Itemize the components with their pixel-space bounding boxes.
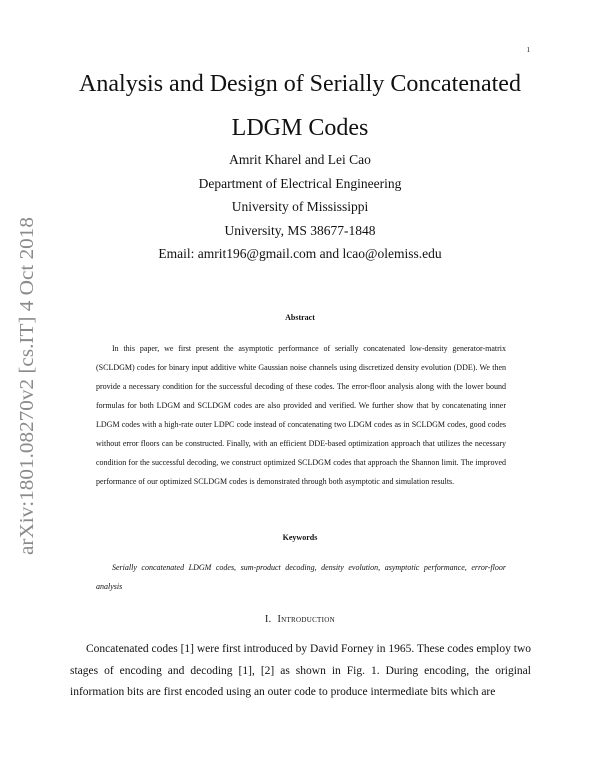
title-line-1: Analysis and Design of Serially Concatenated (79, 71, 521, 97)
author-university: University of Mississippi (231, 199, 369, 214)
title-line-2: LDGM Codes (231, 115, 369, 141)
author-names: Amrit Kharel and Lei Cao (229, 152, 371, 167)
author-block (60, 148, 540, 266)
introduction-text: Concatenated codes [1] were first introduced by David Forney in 1965. These codes employ two stages of encoding and decoding [1], [2] as shown in Fig. 1. During encoding, the original information bits are first encoded using an outer code to produce intermediate bits which are (70, 643, 531, 698)
arxiv-stamp (9, 215, 41, 555)
section-number: I. (265, 614, 272, 625)
keywords-text: Serially concatenated LDGM codes, sum-product decoding, density evolution, asymptotic performance, error-floor analysis (96, 563, 506, 591)
abstract-text: In this paper, we first present the asymptotic performance of serially concatenated low-density generator-matrix (SCLDGM) codes for binary input additive white Gaussian noise channels using discretized density evolution (DDE). We then provide a necessary condition for the successful decoding of these codes. The error-floor analysis along with the lower bound formulas for both LDGM and SCLDGM codes are also provided and verified. We further show that by concatenating inner LDGM codes with a high-rate outer LDPC code instead of concatenating two LDGM codes as in SCLDGM codes, good codes without error floors can be constructed. Finally, with an efficient DDE-based optimization approach that utilizes the necessary condition for the successful decoding, we construct optimized SCLDGM codes that approach the Shannon limit. The improved performance of our optimized SCLDGM codes is demonstrated through both asymptotic and simulation results. (96, 344, 506, 486)
page-number: 1 (526, 46, 530, 54)
paper-title (60, 62, 540, 150)
author-location: University, MS 38677-1848 (224, 222, 376, 238)
abstract-heading: Abstract (285, 313, 315, 322)
author-department: Department of Electrical Engineering (198, 175, 402, 191)
arxiv-stamp-text: arXiv:1801.08270v2 [cs.IT] 4 Oct 2018 (16, 228, 38, 555)
keywords-heading: Keywords (282, 533, 318, 542)
author-email: Email: amrit196@gmail.com and lcao@olemiss.edu (158, 246, 442, 261)
section-heading-introduction (60, 614, 540, 625)
section-title: Introduction (277, 614, 335, 625)
